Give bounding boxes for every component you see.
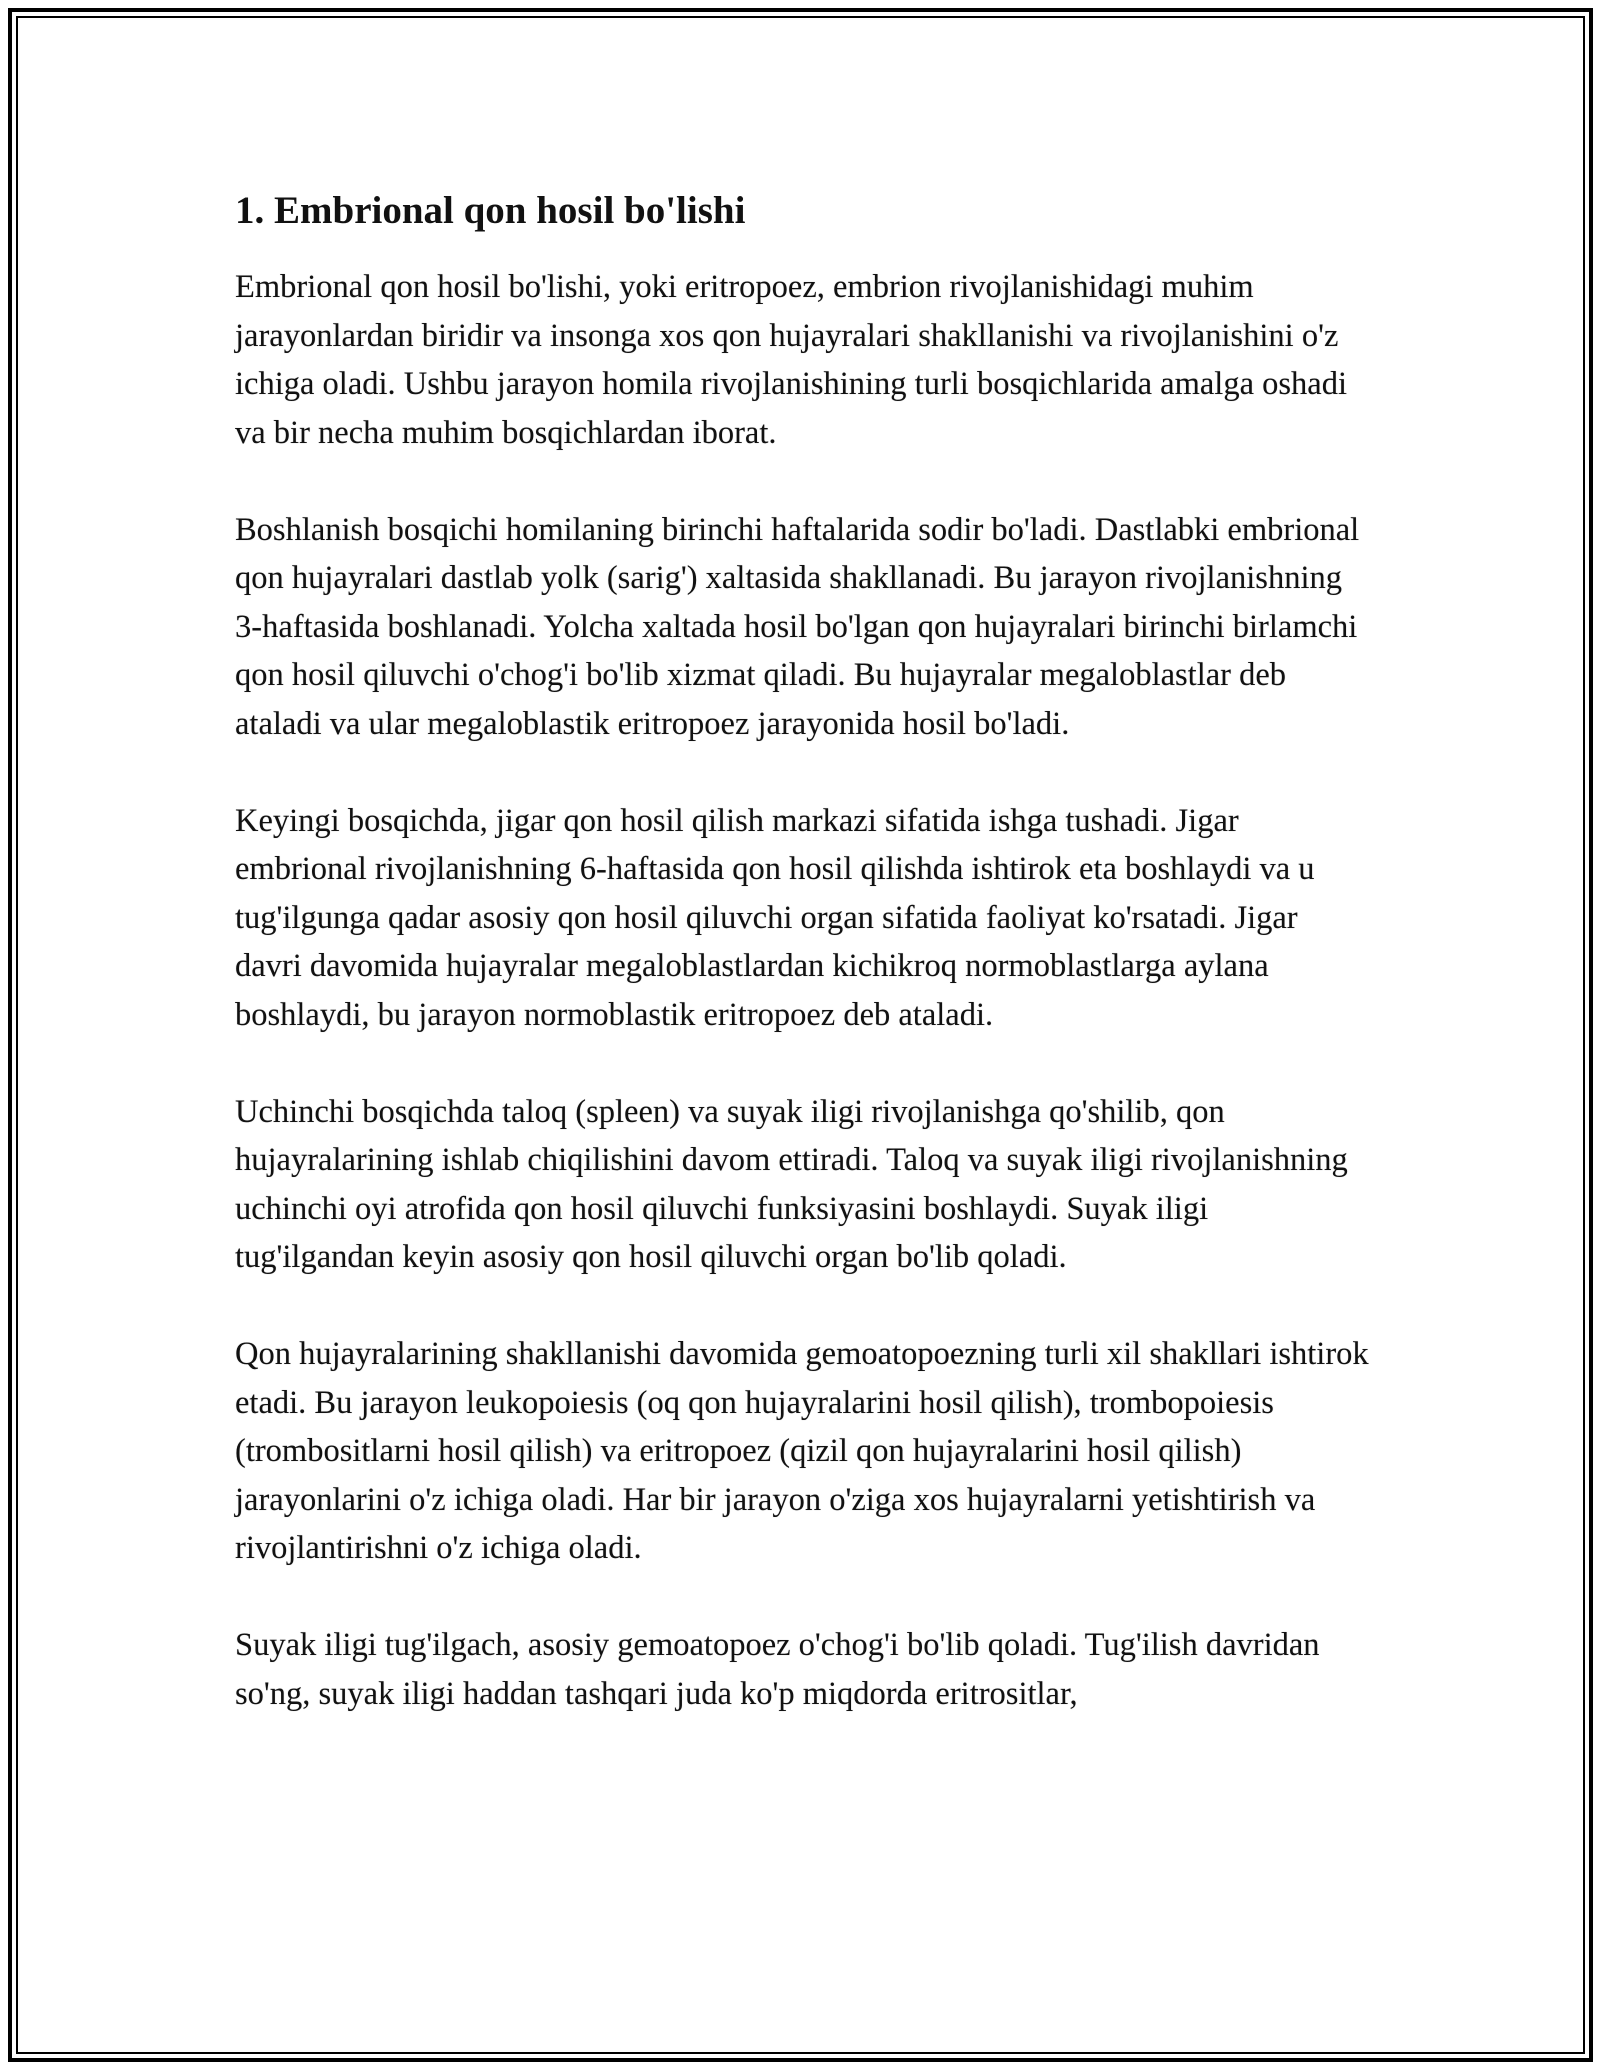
- section-heading: 1. Embrional qon hosil bo'lishi: [235, 189, 746, 232]
- paragraph-initial-stage: Boshlanish bosqichi homilaning birinchi haftalarida sodir bo'ladi. Dastlabki embrional qon hujayralari dastlab yolk (sarig') xaltasida shakllanadi. Bu jarayon rivojlanishning 3-haftasida boshlanadi. Yolcha xaltada hosil bo'lgan qon hujayralari birinchi birlamchi qon hosil qiluvchi o'chog'i bo'lib xizmat qiladi. Bu hujayralar megaloblastlar deb ataladi va ular megaloblastik eritropoez jarayonida hosil bo'ladi.: [235, 511, 1360, 742]
- paragraph-spleen-marrow-stage: Uchinchi bosqichda taloq (spleen) va suyak iligi rivojlanishga qo'shilib, qon hujayralarining ishlab chiqilishini davom ettiradi. Taloq va suyak iligi rivojlanishning uchinchi oyi atrofida qon hosil qiluvchi funksiyasini boshlaydi. Suyak iligi tug'ilgandan keyin asosiy qon hosil qiluvchi organ bo'lib qoladi.: [235, 1093, 1348, 1275]
- document-body: [235, 185, 1370, 1767]
- paragraph-intro: Embrional qon hosil bo'lishi, yoki eritropoez, embrion rivojlanishidagi muhim jarayonlardan biridir va insonga xos qon hujayralari shakllanishi va rivojlanishini o'z ichiga oladi. Ushbu jarayon homila rivojlanishining turli bosqichlarida amalga oshadi va bir necha muhim bosqichlardan iborat.: [235, 269, 1347, 451]
- paragraph-bone-marrow: Suyak iligi tug'ilgach, asosiy gemoatopoez o'chog'i bo'lib qoladi. Tug'ilish davridan so'ng, suyak iligi haddan tashqari juda ko'p miqdorda eritrositlar,: [235, 1627, 1320, 1712]
- paragraph-liver-stage: Keyingi bosqichda, jigar qon hosil qilish markazi sifatida ishga tushadi. Jigar embrional rivojlanishning 6-haftasida qon hosil qilishda ishtirok eta boshlaydi va u tug'ilgunga qadar asosiy qon hosil qiluvchi organ sifatida faoliyat ko'rsatadi. Jigar davri davomida hujayralar megaloblastlardan kichikroq normoblastlarga aylana boshlaydi, bu jarayon normoblastik eritropoez deb ataladi.: [235, 802, 1315, 1033]
- paragraph-hematopoiesis-forms: Qon hujayralarining shakllanishi davomida gemoatopoezning turli xil shakllari ishtirok etadi. Bu jarayon leukopoiesis (oq qon hujayralarini hosil qilish), trombopoiesis (trombositlarni hosil qilish) va eritropoez (qizil qon hujayralarini hosil qilish) jarayonlarini o'z ichiga oladi. Har bir jarayon o'ziga xos hujayralarni yetishtirish va rivojlantirishni o'z ichiga oladi.: [235, 1336, 1369, 1566]
